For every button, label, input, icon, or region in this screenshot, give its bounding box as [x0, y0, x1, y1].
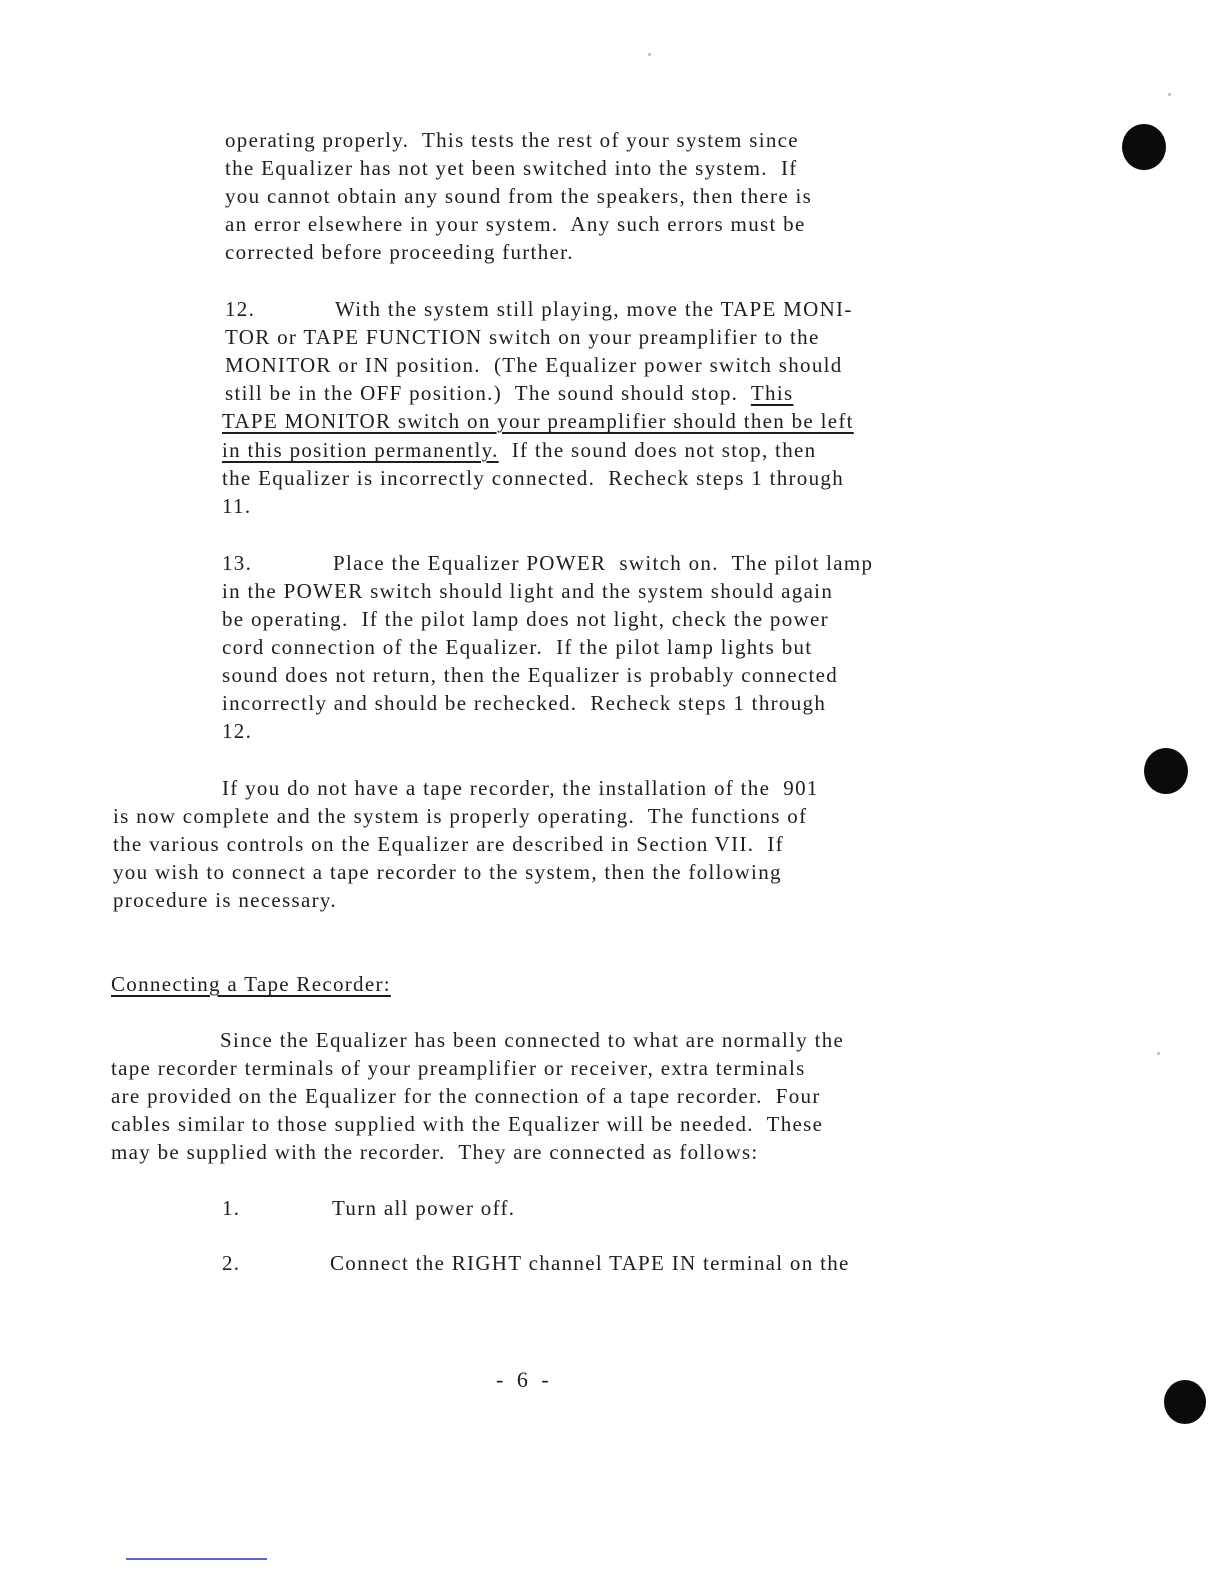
scan-speck [648, 53, 651, 56]
list-item-text: Connect the RIGHT channel TAPE IN terminal on the [330, 1251, 850, 1275]
step-12-line: 11. [222, 494, 252, 518]
step-13-line: be operating. If the pilot lamp does not light, check the power [222, 607, 829, 631]
page-number: - 6 - [496, 1367, 553, 1392]
section-heading: Connecting a Tape Recorder: [111, 972, 391, 996]
paragraph-line: procedure is necessary. [113, 888, 337, 912]
step-12-line [222, 436, 816, 464]
step-12-line [225, 379, 793, 407]
paragraph-line: the Equalizer has not yet been switched into the system. If [225, 156, 798, 180]
step-12-underlined-line: TAPE MONITOR switch on your preamplifier should then be left [222, 409, 854, 433]
paragraph-line: corrected before proceeding further. [225, 240, 574, 264]
step-13-line: cord connection of the Equalizer. If the pilot lamp lights but [222, 635, 813, 659]
list-item-text: Turn all power off. [332, 1196, 516, 1220]
paragraph-line: you cannot obtain any sound from the speakers, then there is [225, 184, 813, 208]
paragraph-line: Since the Equalizer has been connected to what are normally the [220, 1028, 845, 1052]
paragraph-line: may be supplied with the recorder. They are connected as follows: [111, 1140, 759, 1164]
binder-hole [1122, 124, 1166, 170]
step-13-number: 13. [222, 551, 253, 575]
list-item-number: 1. [222, 1196, 241, 1220]
step-12-line: the Equalizer is incorrectly connected. Recheck steps 1 through [222, 466, 845, 490]
step-13-line: sound does not return, then the Equalizer is probably connected [222, 663, 839, 687]
paragraph-line: operating properly. This tests the rest of your system since [225, 128, 799, 152]
paragraph-line: you wish to connect a tape recorder to the system, then the following [113, 860, 782, 884]
scan-speck [1157, 1052, 1160, 1055]
scan-speck [1168, 93, 1171, 96]
step-13-line: incorrectly and should be rechecked. Recheck steps 1 through [222, 691, 827, 715]
paragraph-line: the various controls on the Equalizer are described in Section VII. If [113, 832, 784, 856]
paragraph-line: If you do not have a tape recorder, the installation of the 901 [222, 776, 819, 800]
step-12-underlined-text: This [750, 381, 794, 405]
step-12-line: MONITOR or IN position. (The Equalizer power switch should [225, 353, 843, 377]
binder-hole [1164, 1380, 1206, 1424]
step-12-underlined-text: in this position permanently. [222, 438, 499, 462]
paragraph-line: is now complete and the system is properly operating. The functions of [113, 804, 808, 828]
step-12-line: TOR or TAPE FUNCTION switch on your preamplifier to the [225, 325, 820, 349]
step-13-line: in the POWER switch should light and the system should again [222, 579, 834, 603]
footer-rule [126, 1558, 267, 1560]
list-item-number: 2. [222, 1251, 241, 1275]
binder-hole [1144, 748, 1188, 794]
paragraph-line: tape recorder terminals of your preamplifier or receiver, extra terminals [111, 1056, 806, 1080]
step-13-line: Place the Equalizer POWER switch on. The pilot lamp [333, 551, 874, 575]
paragraph-line: cables similar to those supplied with the Equalizer will be needed. These [111, 1112, 824, 1136]
paragraph-line: an error elsewhere in your system. Any such errors must be [225, 212, 806, 236]
step-12-text: If the sound does not stop, then [498, 438, 817, 462]
step-12-text: still be in the OFF position.) The sound should stop. [225, 381, 751, 405]
step-13-line: 12. [222, 719, 253, 743]
paragraph-line: are provided on the Equalizer for the connection of a tape recorder. Four [111, 1084, 821, 1108]
step-12-line: With the system still playing, move the TAPE MONI- [335, 297, 853, 321]
step-12-number: 12. [225, 297, 256, 321]
